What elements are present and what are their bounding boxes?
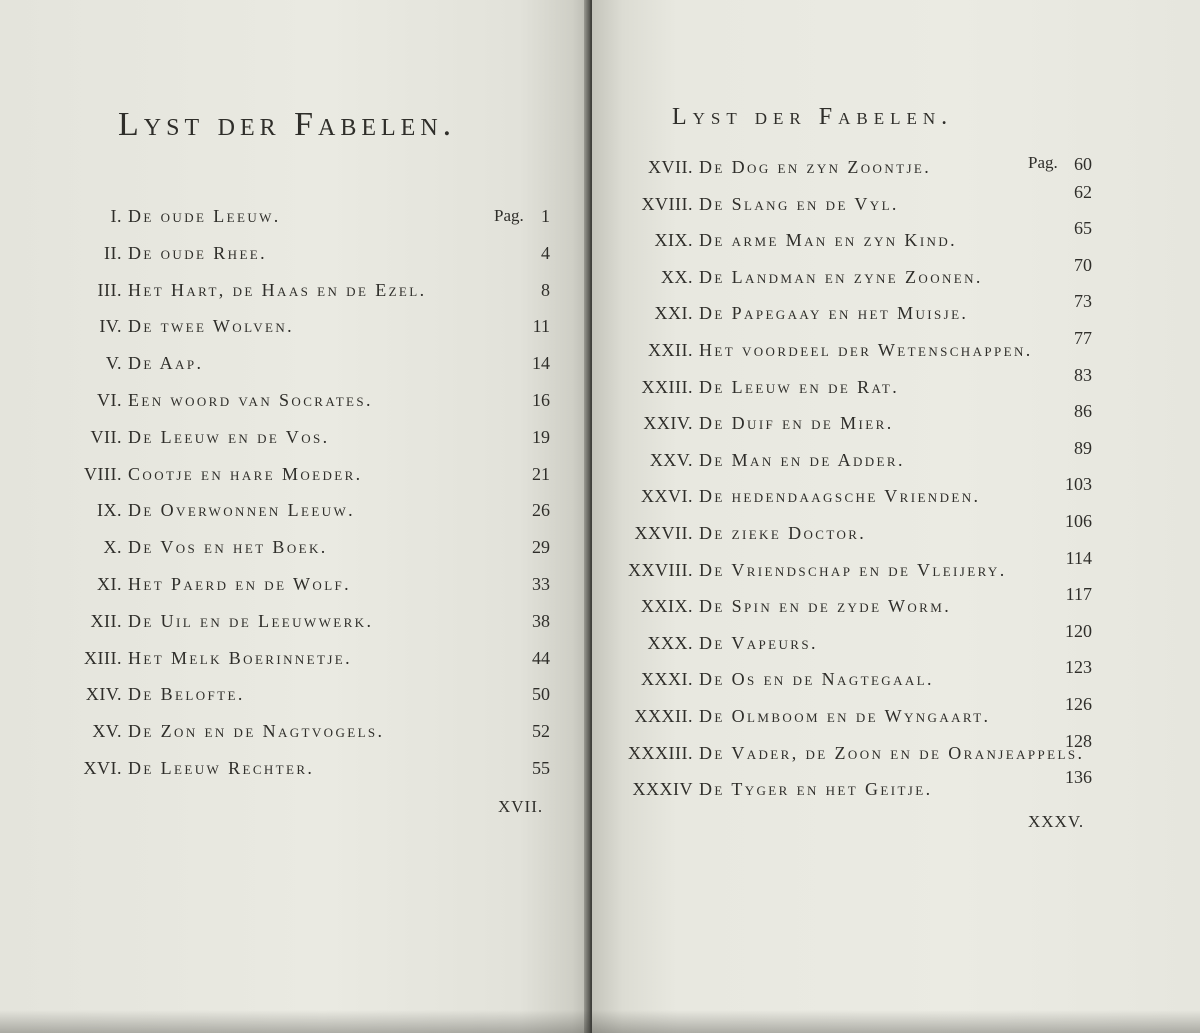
show-through-text [300,158,305,176]
toc-entry-number: XIV. [85,684,122,705]
toc-entry-page: 21 [532,463,550,484]
toc-entry-page: 11 [532,316,550,337]
toc-entry-page: 52 [532,721,550,742]
toc-entry-title: Een woord van Socrates. [128,390,373,410]
toc-entry-title: Het Paerd en de Wolf. [128,574,352,594]
toc-entry-page: 77 [1074,328,1092,348]
toc-entry-page: 50 [532,684,550,705]
toc-entry-title: De zieke Doctor. [699,523,867,543]
toc-entry-number: IV. [99,316,122,337]
toc-entry-title: De Spin en de zyde Worm. [699,596,952,617]
left-page [0,0,590,1033]
toc-entry-number: XXXII. [634,706,693,726]
toc-entry-page: 65 [1074,218,1092,239]
toc-entry-page: 26 [532,500,550,521]
toc-entry-title: De Os en de Nagtegaal. [699,669,934,690]
toc-entry-title: Het Melk Boerinnetje. [128,647,353,668]
toc-entry-page: 38 [532,610,550,631]
toc-entry-page: 19 [532,426,550,447]
toc-entry-title: De Zon en de Nagtvogels. [128,721,385,742]
catchword-right: XXXV. [1028,812,1085,831]
toc-entry-number: XXXIV [632,779,693,800]
toc-entry-page: 16 [532,390,550,410]
toc-entry-title: De Vriendschap en de Vleijery. [699,559,1007,580]
toc-entry-title: De Belofte. [128,684,245,705]
toc-entry-number: VIII. [84,463,122,484]
toc-entry-page: 4 [541,242,550,263]
toc-entry-number: XV. [92,721,122,742]
toc-entry-page: 1 [541,206,550,226]
toc-entry-page: 83 [1074,364,1092,385]
toc-entry-title: De Leeuw en de Vos. [128,426,330,447]
catchword-left: XVII. [498,797,544,816]
toc-entry-number: XXVI. [641,486,693,507]
toc-entry-page: 117 [1065,584,1092,605]
toc-entry-title: De Vos en het Boek. [128,537,328,558]
toc-entry-title: De Uil en de Leeuwwerk. [128,610,374,631]
toc-entry-title: De Aap. [128,353,204,374]
toc-entry-title: De Dog en zyn Zoontje. [699,157,932,177]
toc-entry-number: XVII. [648,157,693,177]
toc-entry-number: XXXI. [641,669,693,690]
toc-entry-number: III. [97,279,122,300]
toc-entry-number: XXIX. [641,596,693,617]
toc-entry-title: De Duif en de Mier. [699,413,894,434]
toc-entry-title: De Leeuw Rechter. [128,758,315,778]
toc-entry-page: 103 [1065,474,1092,495]
toc-entry-page: 70 [1074,254,1092,275]
page-title-left: Lyst der Fabelen. [118,106,457,143]
toc-entry-page: 126 [1065,694,1092,714]
toc-entry-number: XXIII. [641,376,693,397]
toc-entry-number: V. [105,353,122,374]
toc-entry-number: XXI. [654,303,693,324]
toc-entry-title: De oude Rhee. [128,242,268,263]
toc-entry-page: 136 [1065,767,1092,788]
page-column-label: Pag. [1028,153,1058,172]
toc-entry-number: X. [103,537,122,558]
toc-entry-number: XXIV. [643,413,693,434]
toc-entry-number: XII. [90,610,122,631]
toc-entry-number: XI. [97,574,122,594]
toc-entry-number: XX. [661,266,693,287]
toc-entry-page: 86 [1074,401,1092,422]
toc-entry-title: De twee Wolven. [128,316,295,337]
right-page [592,0,1200,1033]
page-column-label: Pag. [494,206,524,225]
toc-entry-number: XXVII. [634,523,693,543]
toc-entry-page: 60 [1074,154,1092,174]
toc-entry-title: De oude Leeuw. [128,206,281,226]
toc-entry-title: De Leeuw en de Rat. [699,376,900,397]
toc-entry-page: 123 [1065,657,1092,678]
toc-entry-number: XXV. [649,449,693,470]
toc-entry-title: De Olmboom en de Wyngaart. [699,706,991,726]
toc-entry-title: De Tyger en het Geitje. [699,779,933,800]
toc-entry-page: 120 [1065,620,1092,641]
toc-entry-page: 114 [1065,547,1092,568]
toc-entry-page: 62 [1074,181,1092,202]
toc-entry-number: VII. [90,426,122,447]
page-title-right: Lyst der Fabelen. [672,104,954,130]
toc-entry-page: 8 [541,279,550,300]
toc-entry-page: 14 [532,353,550,374]
toc-entry-title: Het voordeel der Wetenschappen. [699,340,1033,360]
toc-entry-number: VI. [97,390,122,410]
toc-entry-number: XXX. [647,632,693,653]
toc-entry-page: 73 [1074,291,1092,312]
page-bottom-shadow [0,1010,1200,1033]
toc-entry-number: XXII. [648,340,693,360]
toc-entry-number: XVI. [83,758,122,778]
toc-entry-title: De hedendaagsche Vrienden. [699,486,981,507]
toc-entry-number: XXXIII. [628,742,693,763]
toc-entry-number: IX. [97,500,122,521]
toc-entry-title: De Slang en de Vyl. [699,193,899,214]
toc-entry-title: De Vader, de Zoon en de Oranjeappels. [699,742,1085,763]
toc-entry-page: 128 [1065,730,1092,751]
toc-entry-number: I. [110,206,122,226]
toc-entry-page: 33 [532,574,550,594]
toc-entry-title: De Man en de Adder. [699,449,905,470]
toc-entry-title: De Landman en zyne Zoonen. [699,266,983,287]
toc-entry-page: 89 [1074,437,1092,458]
toc-entry-page: 44 [532,647,550,668]
toc-entry-number: II. [104,242,122,263]
toc-entry-page: 55 [532,758,550,778]
toc-entry-number: XVIII. [641,193,693,214]
toc-entry-number: XXVIII. [628,559,693,580]
toc-entry-title: Het Hart, de Haas en de Ezel. [128,279,427,300]
toc-entry-title: De Vapeurs. [699,632,818,653]
toc-entry-number: XIII. [84,647,122,668]
toc-entry-title: Cootje en hare Moeder. [128,463,363,484]
toc-entry-page: 106 [1065,511,1092,531]
toc-entry-number: XIX. [654,230,693,251]
toc-entry-title: De arme Man en zyn Kind. [699,230,958,251]
toc-entry-title: De Overwonnen Leeuw. [128,500,356,521]
toc-entry-page: 29 [532,537,550,558]
toc-entry-title: De Papegaay en het Muisje. [699,303,969,324]
